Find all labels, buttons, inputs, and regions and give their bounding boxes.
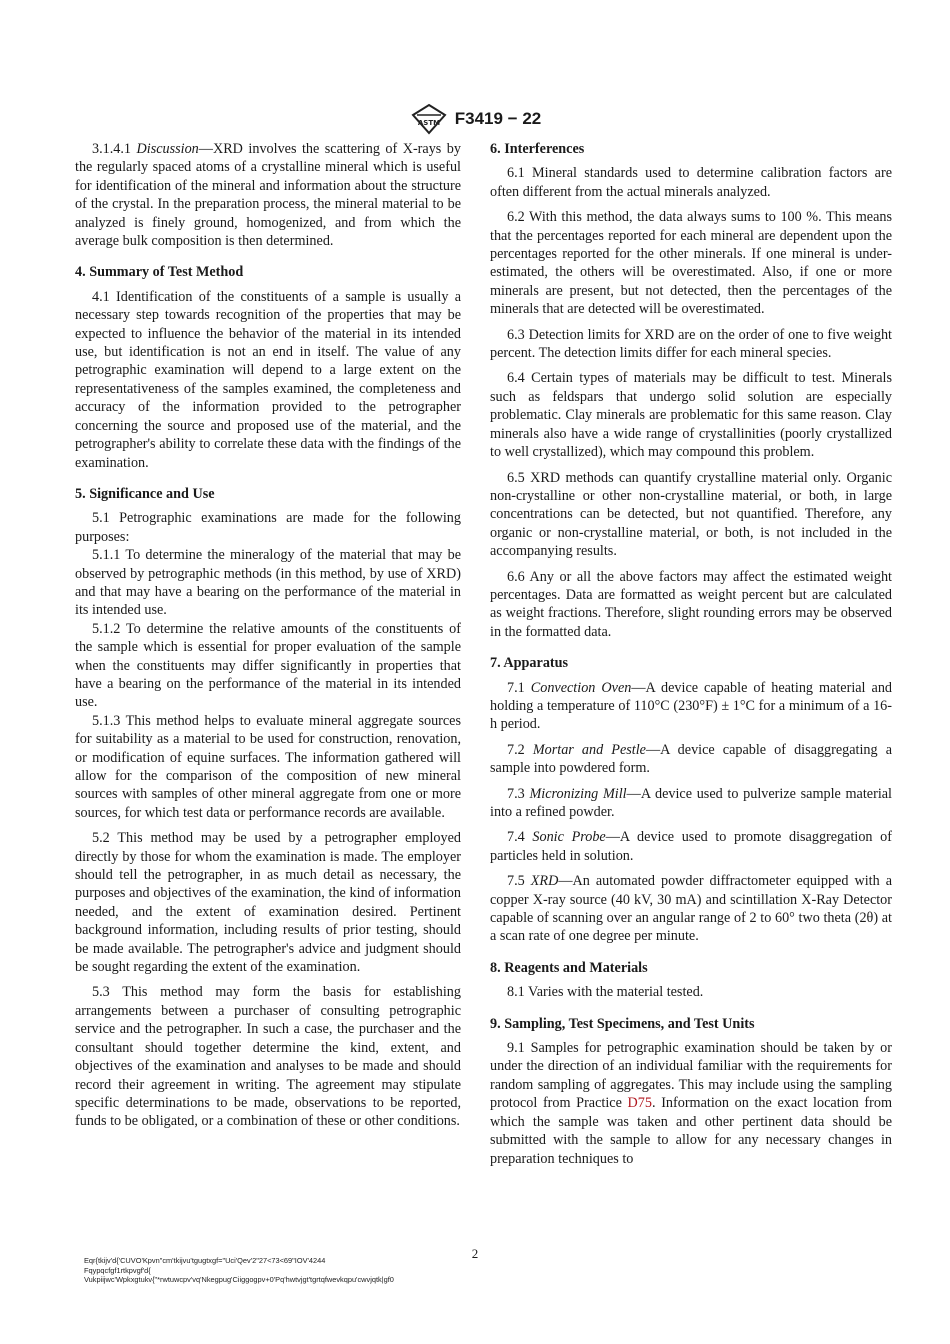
paragraph-5-2: 5.2 This method may be used by a petrographer employed directly by those for whom the examination is made. The employer should tell the petrographer, in as much detail as necessary, the purposes and objectives of the examination, the kind of information needed, and the extent of examination desired. Pertinent background information, including results of prior testing, should be made available. The petrographer's advice and judgment should be sought regarding the extent of the examination. — [75, 830, 461, 976]
section-9-heading: 9. Sampling, Test Specimens, and Test Units — [490, 1015, 755, 1032]
paragraph-4-1: 4.1 Identification of the constituents of a sample is usually a necessary step towards recognition of the properties that may be expected to influence the behavior of the material in its intended use, but identification is not an end in itself. The value of any petrographic examination will depend to a large extent on the representativeness of the samples examined, the completeness and accuracy of the information provided to the petrographer concerning the source and proposed use of the material, and the petrographer's ability to correlate these data with the findings of the examination. — [75, 288, 461, 471]
paragraph-5-1-3: 5.1.3 This method helps to evaluate mineral aggregate sources for suitability as a material to be used for construction, renovation, or modification of equine surfaces. The information gathered will allow for the comparison of the composition of new mineral sources with samples of other mineral aggregate from one or more sources, for which test data or performance records are available. — [75, 712, 461, 821]
footer-line-3: Vukpiijwc'Wpkxgtukv{"*rwtuwcpv'vq'Nkegpug'Ciiggogpv+0'Pq'hwtvjgt'tgrtqfwevkqpu'cwvjqtk|gf0 — [84, 1275, 394, 1284]
section-8-heading: 8. Reagents and Materials — [490, 959, 648, 976]
right-column — [490, 140, 892, 1175]
paragraph-5-1: 5.1 Petrographic examinations are made for the following purposes: — [75, 510, 461, 545]
paragraph-7-1: 7.1 Convection Oven—A device capable of heating material and holding a temperature of 110°C (230°F) ± 1°C for a minimum of a 16-h period. — [490, 679, 893, 733]
astm-logo-icon — [409, 103, 449, 135]
footer-line-1: Eqr{tkijv'd{'CUVO'Kpvn"cm'tkijvu'tgugtxgf="Uci'Qev'2"27<73<69"IOV'4244 — [84, 1256, 326, 1265]
paragraph-7-2: 7.2 Mortar and Pestle—A device capable of disaggregating a sample into powdered form. — [490, 741, 892, 777]
paragraph-7-3: 7.3 Micronizing Mill—A device used to pulverize sample material into a refined powder. — [490, 785, 892, 820]
paragraph-5-3: 5.3 This method may form the basis for establishing arrangements between a purchaser of consulting petrographic service and the petrographer. In such a case, the purchaser and the consultant should together determine the kind, extent, and objectives of the examination and analyses to be made and should record their agreement in writing. The agreement may stipulate specific determinations to be made, observations to be reported, funds to be obligated, or a combination of these or other conditions. — [75, 984, 461, 1130]
paragraph-6-6: 6.6 Any or all the above factors may affect the estimated weight percentages. Data are formatted as weight percent but are calculated as weight fractions. Therefore, slight rounding errors may be observed in the formatted data. — [490, 568, 892, 640]
copyright-footer — [84, 1256, 394, 1285]
svg-text:ASTM: ASTM — [417, 119, 440, 127]
section-4-heading: 4. Summary of Test Method — [75, 264, 244, 281]
practice-d75-link[interactable]: D75 — [627, 1095, 652, 1112]
page-header — [0, 103, 950, 135]
paragraph-6-3: 6.3 Detection limits for XRD are on the order of one to five weight percent. The detection limits differ for each mineral species. — [490, 326, 892, 362]
paragraph-7-4: 7.4 Sonic Probe—A device used to promote disaggregation of particles held in solution. — [490, 829, 892, 864]
page-number: 2 — [471, 1246, 479, 1261]
paragraph-5-1-2: 5.1.2 To determine the relative amounts of the constituents of the sample which is essential for proper evaluation of the sample when the constituents may differ significantly in properties that have a bearing on the performance of the material in its intended use. — [75, 620, 461, 711]
paragraph-6-2: 6.2 With this method, the data always sums to 100 %. This means that the percentages reported for each mineral are dependent upon the percentages reported for the other minerals. If one mineral is under-estimated, the others will be overestimated. Also, if one or more minerals are present, but not detected, then the percentages of the minerals that are detected will be overestimated. — [490, 209, 892, 318]
paragraph-9-1: 9.1 Samples for petrographic examination should be taken by or under the direction of an individual familiar with the requirements for random sampling of aggregates. This may include using the sampling protocol from Practice D75. Information on the exact location from which the sample was taken and other pertinent data should be submitted with the sample to allow for any necessary changes in preparation techniques to — [490, 1040, 893, 1167]
section-7-heading: 7. Apparatus — [490, 655, 569, 672]
left-column — [75, 140, 461, 1138]
paragraph-6-5: 6.5 XRD methods can quantify crystalline material only. Organic non-crystalline or other non-crystalline material, or both, in large concentrations can be detected, but not quantified. Therefore, any organic or non-crystalline material, or both, is not included in the accompanying results. — [490, 469, 892, 560]
paragraph-3-1-4-1: 3.1.4.1 Discussion—XRD involves the scattering of X-rays by the regularly spaced atoms of a crystalline mineral which is useful for identification of the mineral and information about the structure of the crystal. In the preparation process, the mineral material to be analyzed is finely ground, homogenized, and from which the average bulk composition is then determined. — [75, 141, 461, 250]
paragraph-7-5: 7.5 XRD—An automated powder diffractometer equipped with a copper X-ray source (40 kV, 30 mA) and scintillation X-Ray Detector capable of scanning over an angular range of 2 to 60° two theta (2θ) at a scan rate of one degree per minute. — [490, 873, 892, 945]
paragraph-5-1-1: 5.1.1 To determine the mineralogy of the material that may be observed by petrographic methods (in this method, by use of XRD) and that may have a bearing on the performance of the material in its intended use. — [75, 547, 461, 619]
paragraph-8-1: 8.1 Varies with the material tested. — [507, 984, 704, 1001]
paragraph-6-1: 6.1 Mineral standards used to determine calibration factors are often different from the actual minerals analyzed. — [490, 165, 892, 200]
section-6-heading: 6. Interferences — [490, 141, 585, 157]
paragraph-6-4: 6.4 Certain types of materials may be difficult to test. Minerals such as feldspars that undergo solid solution are especially problematic. Clay minerals are problematic for this same reason. Clay minerals also have a wide range of crystallinities (poorly crystallized to well crystallized), which may compound this problem. — [490, 370, 892, 461]
footer-line-2: Fqypqcfgf1rtkpvgf'd{ — [84, 1265, 151, 1275]
section-5-heading: 5. Significance and Use — [75, 485, 215, 502]
document-id: F3419 − 22 — [454, 109, 542, 128]
